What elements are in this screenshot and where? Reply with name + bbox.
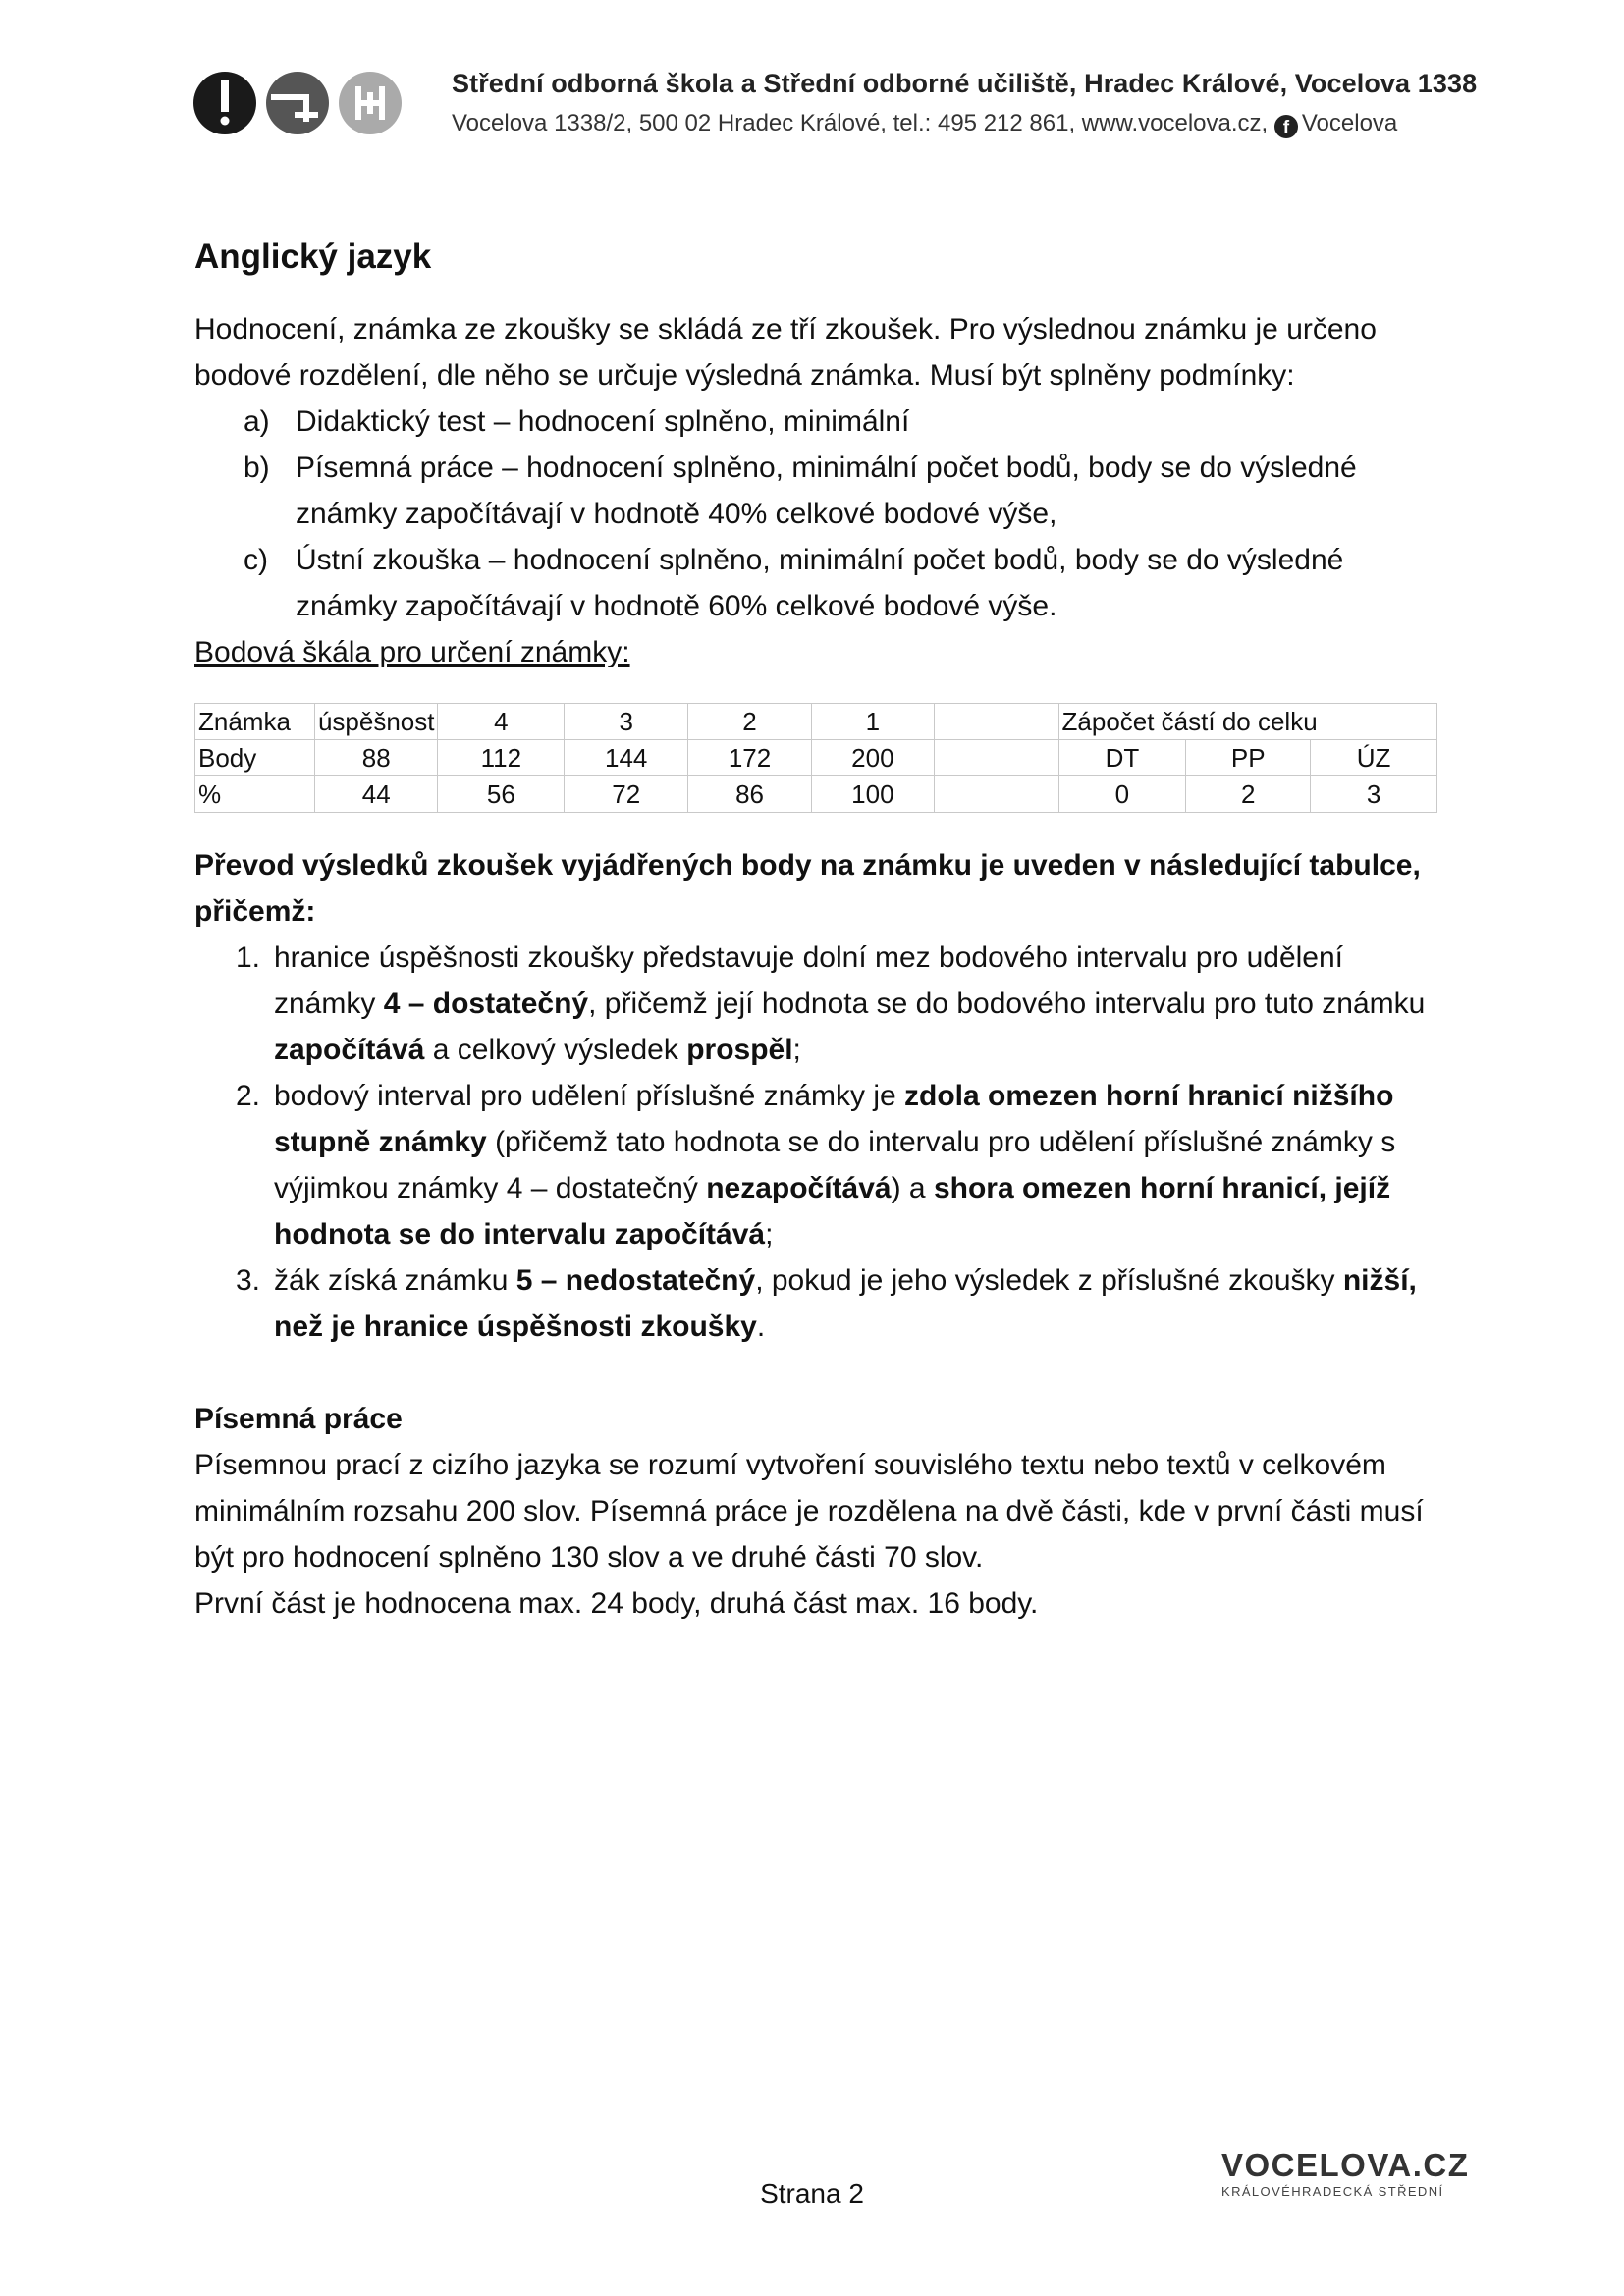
rule-emphasis: zdola omezen horní hranicí nižšího stupně známky bbox=[274, 1080, 1394, 1158]
table-cell: 100 bbox=[811, 776, 934, 813]
rule-item bbox=[194, 1257, 1441, 1350]
facebook-link[interactable]: Vocelova bbox=[1301, 110, 1398, 136]
list-marker: 1. bbox=[236, 941, 261, 974]
table-cell: 172 bbox=[688, 740, 812, 776]
table-cell bbox=[934, 776, 1058, 813]
rule-emphasis: započítává bbox=[274, 1034, 425, 1066]
table-cell: Zápočet částí do celku bbox=[1058, 704, 1436, 740]
rule-text: ; bbox=[765, 1218, 774, 1251]
section-title-written: Písemná práce bbox=[194, 1403, 403, 1435]
table-cell: 1 bbox=[811, 704, 934, 740]
list-marker: b) bbox=[244, 452, 270, 484]
letterhead bbox=[192, 67, 1478, 145]
rule-item bbox=[194, 1073, 1441, 1257]
school-contact bbox=[452, 110, 1397, 138]
table-cell: Body bbox=[195, 740, 315, 776]
intro-paragraph: Hodnocení, známka ze zkoušky se skládá ze tří zkoušek. Pro výslednou známku je určeno bodové rozdělení, dle něho se určuje výsledná známka. Musí být splněny podmínky: bbox=[194, 313, 1377, 392]
table-cell: úspěšnost bbox=[314, 704, 438, 740]
rule-text: . bbox=[756, 1310, 766, 1343]
table-row bbox=[195, 776, 1437, 813]
conversion-rules-list bbox=[194, 934, 1441, 1350]
rule-item bbox=[194, 934, 1441, 1073]
facebook-icon: f bbox=[1274, 115, 1298, 138]
condition-item bbox=[194, 537, 1441, 629]
condition-text: Ústní zkouška – hodnocení splněno, minimální počet bodů, body se do výsledné známky započítávají v hodnotě 60% celkové bodové výše. bbox=[296, 544, 1344, 622]
rule-text: , pokud je jeho výsledek z příslušné zkoušky bbox=[755, 1264, 1343, 1297]
table-cell bbox=[934, 704, 1058, 740]
condition-item bbox=[194, 399, 1441, 445]
table-cell: 3 bbox=[1311, 776, 1437, 813]
tool-logo-icon bbox=[339, 72, 402, 134]
table-cell: PP bbox=[1186, 740, 1311, 776]
document-body bbox=[194, 232, 1441, 1627]
contact-line: Vocelova 1338/2, 500 02 Hradec Králové, tel.: 495 212 861, www.vocelova.cz, bbox=[452, 110, 1269, 136]
table-cell bbox=[934, 740, 1058, 776]
table-cell: 3 bbox=[565, 704, 688, 740]
table-cell: 56 bbox=[438, 776, 565, 813]
page-number: Strana 2 bbox=[760, 2178, 864, 2209]
rule-text: ) a bbox=[891, 1172, 934, 1204]
list-marker: 2. bbox=[236, 1080, 261, 1112]
rule-text: ; bbox=[792, 1034, 801, 1066]
list-marker: 3. bbox=[236, 1264, 261, 1297]
rule-text: , přičemž její hodnota se do bodového intervalu pro tuto známku bbox=[588, 988, 1426, 1020]
condition-text: Písemná práce – hodnocení splněno, minimální počet bodů, body se do výsledné známky započítávají v hodnotě 40% celkové bodové výše, bbox=[296, 452, 1357, 530]
footer-brand-logo bbox=[1221, 2148, 1469, 2201]
written-scoring: První část je hodnocena max. 24 body, druhá část max. 16 body. bbox=[194, 1587, 1039, 1620]
rule-emphasis: 4 – dostatečný bbox=[383, 988, 589, 1020]
table-cell: 2 bbox=[1186, 776, 1311, 813]
rule-emphasis: prospěl bbox=[686, 1034, 793, 1066]
rule-emphasis: shora omezen horní hranicí, jejíž hodnota se do intervalu započítává bbox=[274, 1172, 1391, 1251]
scale-heading: Bodová škála pro určení známky: bbox=[194, 636, 630, 668]
table-row bbox=[195, 704, 1437, 740]
rule-text: (přičemž tato hodnota se do intervalu pro udělení příslušné známky s výjimkou známky 4 – dostatečný bbox=[274, 1126, 1396, 1204]
brand-tagline: KRÁLOVÉHRADECKÁ STŘEDNÍ bbox=[1221, 2184, 1444, 2199]
rule-text: žák získá známku bbox=[274, 1264, 516, 1297]
grading-scale-table bbox=[194, 703, 1437, 813]
table-cell: 44 bbox=[314, 776, 438, 813]
brand-name: VOCELOVA.CZ bbox=[1221, 2147, 1470, 2183]
table-cell: 112 bbox=[438, 740, 565, 776]
table-cell: % bbox=[195, 776, 315, 813]
school-name: Střední odborná škola a Střední odborné učiliště, Hradec Králové, Vocelova 1338 bbox=[452, 69, 1478, 98]
table-row bbox=[195, 740, 1437, 776]
rule-text: a celkový výsledek bbox=[424, 1034, 687, 1066]
table-cell: 200 bbox=[811, 740, 934, 776]
table-cell: Známka bbox=[195, 704, 315, 740]
condition-item bbox=[194, 445, 1441, 537]
table-cell: 86 bbox=[688, 776, 812, 813]
condition-text: Didaktický test – hodnocení splněno, minimální bbox=[296, 405, 910, 438]
table-cell: 144 bbox=[565, 740, 688, 776]
table-cell: 0 bbox=[1058, 776, 1186, 813]
table-cell: 4 bbox=[438, 704, 565, 740]
pipe-logo-icon bbox=[266, 72, 329, 134]
table-cell: ÚZ bbox=[1311, 740, 1437, 776]
school-logos bbox=[192, 71, 403, 135]
table-cell: 72 bbox=[565, 776, 688, 813]
written-paragraph: Písemnou prací z cizího jazyka se rozumí vytvoření souvislého textu nebo textů v celkovém minimálním rozsahu 200 slov. Písemná práce je rozdělena na dvě části, kde v první části musí být pro hodnocení splněno 130 slov a ve druhé části 70 slov. bbox=[194, 1449, 1424, 1574]
rule-emphasis: nezapočítává bbox=[706, 1172, 892, 1204]
conditions-list bbox=[194, 399, 1441, 629]
list-marker: a) bbox=[244, 405, 270, 438]
table-cell: 88 bbox=[314, 740, 438, 776]
table-cell: DT bbox=[1058, 740, 1186, 776]
exclamation-logo-icon bbox=[193, 72, 256, 134]
rule-emphasis: 5 – nedostatečný bbox=[515, 1264, 756, 1297]
page-title: Anglický jazyk bbox=[194, 238, 432, 276]
rule-text: hranice úspěšnosti zkoušky představuje dolní mez bodového intervalu pro udělení známky bbox=[274, 941, 1343, 1020]
rule-text: bodový interval pro udělení příslušné známky je bbox=[274, 1080, 905, 1112]
table-cell: 2 bbox=[688, 704, 812, 740]
conversion-heading: Převod výsledků zkoušek vyjádřených body na známku je uveden v následující tabulce, přičemž: bbox=[194, 849, 1421, 928]
rule-emphasis: nižší, než je hranice úspěšnosti zkoušky bbox=[274, 1264, 1417, 1343]
list-marker: c) bbox=[244, 544, 268, 576]
